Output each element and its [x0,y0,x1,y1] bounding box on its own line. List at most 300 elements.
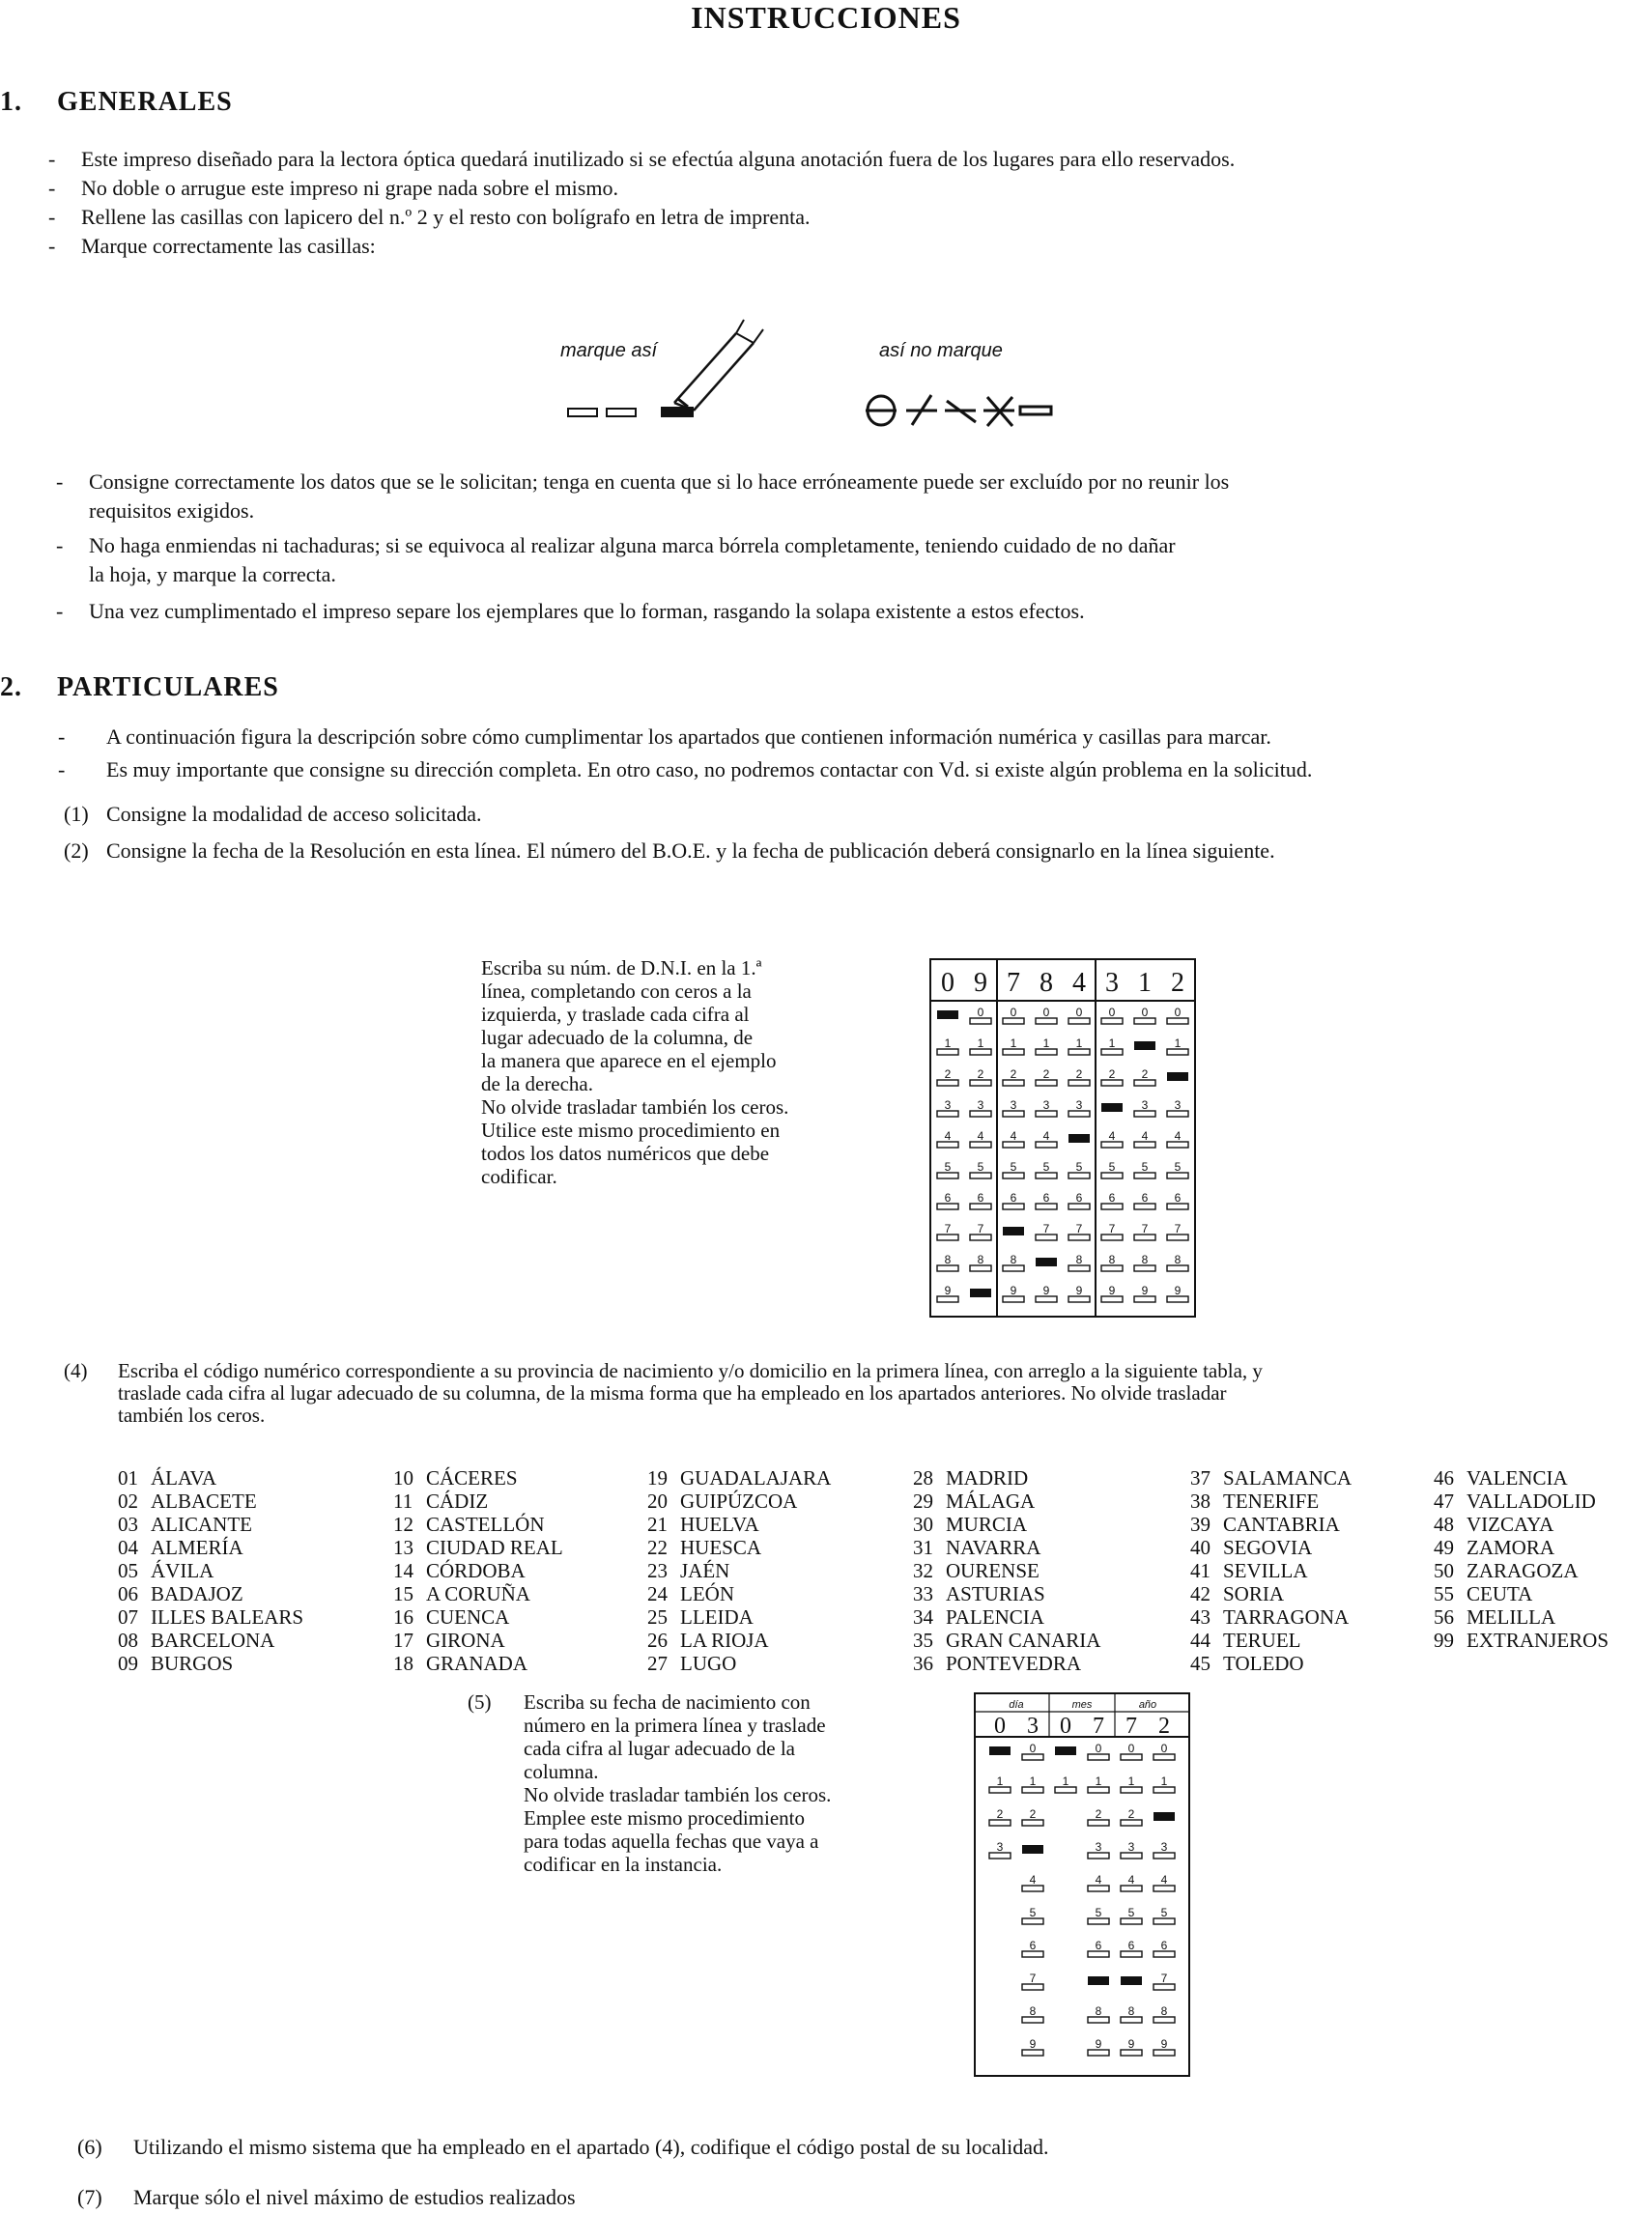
province-code: 17 [393,1629,413,1652]
province-name: GIRONA [426,1629,505,1652]
province-entry [1434,1629,1609,1652]
province-name: GRAN CANARIA [946,1629,1101,1652]
bubble-digit: 1 [1042,1036,1050,1050]
province-name: ILLES BALEARS [151,1605,304,1629]
bubble-digit: 5 [1075,1160,1083,1174]
bubble-digit: 9 [1127,2037,1135,2051]
bubble-digit: 1 [1160,1774,1168,1788]
province-code: 32 [913,1559,933,1582]
bubble-digit: 6 [1160,1939,1168,1952]
bubble-digit: 7 [1108,1222,1116,1235]
bubble-digit: 3 [1141,1098,1149,1112]
s1-bullet2-1: - Consigne correctamente los datos que se le solicitan; tenga en cuenta que si lo hace erróneamente puede ser excluído por no reunir los [56,469,1230,494]
province-entry [118,1513,303,1536]
province-entry [1434,1559,1609,1582]
bubble-digit: 7 [944,1222,952,1235]
bubble-digit: 5 [1029,1906,1037,1919]
dni-digit: 0 [941,968,954,998]
filled-mark [1167,1072,1188,1081]
province-name: LUGO [680,1652,737,1675]
province-entry [393,1652,563,1675]
filled-mark [1088,1976,1109,1985]
province-name: HUELVA [680,1513,759,1536]
province-code: 45 [1190,1652,1211,1675]
province-name: ZARAGOZA [1467,1559,1579,1582]
s2-item-5: (5) Escriba su fecha de nacimiento con número en la primera línea y traslade cada cifra al lugar adecuado de la columna. No olvide trasladar también los ceros. Emplee este mismo procedimiento para todas aquella fechas que vaya a codificar en la instancia. [468,1690,832,1876]
s1-bullet-3: - Rellene las casillas con lapicero del n.º 2 y el resto con bolígrafo en letra de imprenta. [48,205,811,229]
bubble-digit: 2 [1010,1067,1017,1081]
province-code: 09 [118,1652,138,1675]
province-code: 01 [118,1466,138,1490]
date-digit: 2 [1158,1714,1170,1739]
province-name: BARCELONA [151,1629,275,1652]
filled-mark [1036,1258,1057,1266]
bubble-digit: 6 [944,1191,952,1205]
province-name: ÁLAVA [151,1466,217,1490]
province-entry [393,1629,563,1652]
province-entry [118,1466,303,1490]
province-code: 48 [1434,1513,1454,1536]
bubble-digit: 4 [1095,1873,1102,1887]
province-name: VIZCAYA [1467,1513,1554,1536]
bubble-digit: 1 [977,1036,984,1050]
bubble-digit: 4 [1141,1129,1149,1143]
province-name: ALBACETE [151,1490,257,1513]
province-name: MADRID [946,1466,1029,1490]
bubble-digit: 9 [1095,2037,1102,2051]
province-column [393,1466,563,1675]
province-entry [118,1559,303,1582]
bubble-digit: 4 [1042,1129,1050,1143]
province-code: 50 [1434,1559,1454,1582]
province-code: 38 [1190,1490,1211,1513]
province-code: 40 [1190,1536,1211,1559]
province-column [1434,1466,1609,1652]
bubble-digit: 9 [944,1284,952,1297]
province-code: 99 [1434,1629,1454,1652]
province-entry [647,1466,831,1490]
province-entry [118,1536,303,1559]
bubble-digit: 0 [1075,1006,1083,1019]
dni-instructions: Escriba su núm. de D.N.I. en la 1.ª línea, completando con ceros a la izquierda, y traslade cada cifra al lugar adecuado de la columna, de la manera que aparece en el ejemplo de la derecha. No olvide trasladar también los ceros. Utilice este mismo procedimiento en todos los datos numéricos que debe codificar. [481,956,789,1188]
province-code: 16 [393,1605,413,1629]
province-name: CÓRDOBA [426,1559,526,1582]
province-entry [647,1513,831,1536]
s2-item-1: (1) Consigne la modalidad de acceso solicitada. [64,802,482,826]
bubble-digit: 2 [1127,1807,1135,1821]
province-name: LEÓN [680,1582,734,1605]
bubble-digit: 4 [1160,1873,1168,1887]
province-entry [118,1629,303,1652]
bubble-digit: 3 [1127,1840,1135,1854]
bubble-digit: 9 [1174,1284,1182,1297]
bubble-digit: 7 [1141,1222,1149,1235]
bubble-digit: 5 [1108,1160,1116,1174]
dni-digit: 1 [1138,968,1152,998]
province-code: 21 [647,1513,668,1536]
province-entry [647,1652,831,1675]
bubble-digit: 0 [1141,1006,1149,1019]
s1-bullet2-2: - No haga enmiendas ni tachaduras; si se equivoca al realizar alguna marca bórrela completamente, teniendo cuidado de no dañar [56,533,1176,557]
province-entry [118,1582,303,1605]
section2-title: PARTICULARES [57,672,279,702]
bubble-digit: 7 [977,1222,984,1235]
bubble-digit: 6 [1127,1939,1135,1952]
bubble-digit: 8 [1108,1253,1116,1266]
bubble-digit: 2 [944,1067,952,1081]
bubble-digit: 6 [1010,1191,1017,1205]
bubble-digit: 3 [1160,1840,1168,1854]
province-entry [1190,1466,1352,1490]
province-name: SALAMANCA [1223,1466,1353,1490]
filled-mark [1003,1227,1024,1235]
province-code: 13 [393,1536,413,1559]
s1-bullet2-1-cont: requisitos exigidos. [89,498,255,523]
province-code: 31 [913,1536,933,1559]
province-entry [1434,1536,1609,1559]
bubble-digit: 9 [1160,2037,1168,2051]
province-name: LLEIDA [680,1605,754,1629]
province-code: 28 [913,1466,933,1490]
bubble-digit: 9 [1042,1284,1050,1297]
pencil-icon [674,320,763,411]
bubble-digit: 5 [1160,1906,1168,1919]
province-code: 05 [118,1559,138,1582]
bubble-digit: 2 [1075,1067,1083,1081]
province-entry [1434,1466,1609,1490]
province-code: 22 [647,1536,668,1559]
province-entry [913,1490,1100,1513]
bubble-digit: 4 [1127,1873,1135,1887]
province-code: 08 [118,1629,138,1652]
province-entry [393,1536,563,1559]
dni-digit: 9 [974,968,987,998]
section2-number: 2. [0,672,22,702]
province-entry [647,1536,831,1559]
bubble-digit: 7 [1029,1972,1037,1985]
bubble-digit: 6 [1108,1191,1116,1205]
province-code: 33 [913,1582,933,1605]
province-name: TERUEL [1223,1629,1301,1652]
province-name: PONTEVEDRA [946,1652,1081,1675]
bubble-digit: 0 [1127,1742,1135,1755]
province-entry [1190,1605,1352,1629]
bubble-digit: 4 [977,1129,984,1143]
mark-example-illustration [560,314,1101,430]
s2-item-6: (6) Utilizando el mismo sistema que ha empleado en el apartado (4), codifique el código postal de su localidad. [77,2135,1049,2159]
bubble-digit: 3 [996,1840,1004,1854]
province-entry [393,1466,563,1490]
province-name: SORIA [1223,1582,1285,1605]
bubble-digit: 8 [1160,2004,1168,2018]
filled-mark [937,1010,958,1019]
bubble-digit: 6 [977,1191,984,1205]
province-entry [1190,1559,1352,1582]
province-name: ÁVILA [151,1559,214,1582]
s1-bullet2-2-cont: la hoja, y marque la correcta. [89,562,336,586]
province-code: 12 [393,1513,413,1536]
province-entry [1190,1513,1352,1536]
province-entry [1190,1629,1352,1652]
province-code: 11 [393,1490,413,1513]
date-digit: 0 [1060,1714,1071,1739]
bubble-digit: 4 [944,1129,952,1143]
province-name: CÁDIZ [426,1490,489,1513]
bubble-digit: 5 [1174,1160,1182,1174]
date-grid [974,1692,1215,2093]
province-name: CASTELLÓN [426,1513,545,1536]
s2-bullet-1: - A continuación figura la descripción sobre cómo cumplimentar los apartados que contienen información numérica y casillas para marcar. [58,724,1271,749]
grid-border [930,959,1195,1317]
province-name: ALMERÍA [151,1536,243,1559]
province-entry [647,1582,831,1605]
bubble-digit: 5 [1010,1160,1017,1174]
bubble-digit: 8 [1127,2004,1135,2018]
province-name: TARRAGONA [1223,1605,1350,1629]
dni-digit: 7 [1007,968,1020,998]
province-code: 27 [647,1652,668,1675]
province-entry [913,1466,1100,1490]
dni-digit: 4 [1072,968,1086,998]
bubble-digit: 0 [1174,1006,1182,1019]
province-name: NAVARRA [946,1536,1041,1559]
province-code: 06 [118,1582,138,1605]
filled-mark [989,1746,1011,1755]
province-code: 26 [647,1629,668,1652]
province-code: 10 [393,1466,413,1490]
s1-bullet-4: - Marque correctamente las casillas: [48,234,376,258]
province-name: MURCIA [946,1513,1028,1536]
province-name: SEGOVIA [1223,1536,1313,1559]
bubble-digit: 9 [1108,1284,1116,1297]
bubble-digit: 2 [1108,1067,1116,1081]
filled-mark [970,1289,991,1297]
province-code: 43 [1190,1605,1211,1629]
date-digit: 0 [994,1714,1006,1739]
bubble-digit: 1 [1174,1036,1182,1050]
dni-digit: 2 [1171,968,1184,998]
bubble-digit: 8 [1075,1253,1083,1266]
bubble-digit: 6 [1075,1191,1083,1205]
s1-bullet2-3: - Una vez cumplimentado el impreso separe los ejemplares que lo forman, rasgando la solapa existente a estos efectos. [56,599,1085,623]
province-name: CÁCERES [426,1466,518,1490]
bubble-digit: 2 [977,1067,984,1081]
bubble-digit: 0 [1108,1006,1116,1019]
provinces-table [118,1466,1644,1679]
province-code: 29 [913,1490,933,1513]
wrong-marks-icon [866,395,1051,426]
filled-mark [1055,1746,1076,1755]
bubble-digit: 1 [996,1774,1004,1788]
section1-number: 1. [0,87,22,117]
province-code: 02 [118,1490,138,1513]
province-code: 37 [1190,1466,1211,1490]
s2-item-7: (7) Marque sólo el nivel máximo de estudios realizados [77,2185,576,2209]
province-code: 35 [913,1629,933,1652]
province-entry [118,1605,303,1629]
province-column [913,1466,1100,1675]
province-name: TENERIFE [1223,1490,1320,1513]
province-entry [913,1629,1100,1652]
bubble-digit: 8 [944,1253,952,1266]
bubble-digit: 8 [1141,1253,1149,1266]
filled-mark [1022,1845,1043,1854]
section2-heading [0,672,279,703]
province-entry [1434,1513,1609,1536]
province-entry [118,1652,303,1675]
province-code: 55 [1434,1582,1454,1605]
province-name: SEVILLA [1223,1559,1308,1582]
bubble-digit: 3 [977,1098,984,1112]
province-code: 34 [913,1605,933,1629]
province-code: 15 [393,1582,413,1605]
bubble-digit: 3 [944,1098,952,1112]
province-entry [913,1536,1100,1559]
province-entry [647,1559,831,1582]
page-title: INSTRUCCIONES [691,0,961,35]
province-code: 49 [1434,1536,1454,1559]
bubble-digit: 7 [1042,1222,1050,1235]
bubble-digit: 9 [1141,1284,1149,1297]
province-name: EXTRANJEROS [1467,1629,1609,1652]
province-name: ALICANTE [151,1513,252,1536]
province-entry [913,1513,1100,1536]
province-code: 56 [1434,1605,1454,1629]
province-code: 03 [118,1513,138,1536]
province-code: 14 [393,1559,413,1582]
bubble-digit: 4 [1174,1129,1182,1143]
date-header: mes [1071,1699,1093,1711]
province-name: CANTABRIA [1223,1513,1340,1536]
bubble-digit: 9 [1010,1284,1017,1297]
bubble-digit: 2 [996,1807,1004,1821]
bubble-digit: 5 [1127,1906,1135,1919]
province-name: CEUTA [1467,1582,1533,1605]
province-entry [913,1605,1100,1629]
bubble-digit: 8 [1029,2004,1037,2018]
bubble-digit: 5 [1141,1160,1149,1174]
bubble-digit: 1 [944,1036,952,1050]
province-code: 39 [1190,1513,1211,1536]
province-name: MELILLA [1467,1605,1556,1629]
bubble-digit: 1 [1095,1774,1102,1788]
bubble-digit: 0 [1029,1742,1037,1755]
bubble-digit: 3 [1174,1098,1182,1112]
s2-item-2: (2) Consigne la fecha de la Resolución en esta línea. El número del B.O.E. y la fecha de publicación deberá consignarlo en la línea siguiente. [64,838,1275,863]
bubble-digit: 5 [944,1160,952,1174]
province-entry [913,1559,1100,1582]
mark-ok-label: marque así [560,340,658,361]
bubble-digit: 7 [1160,1972,1168,1985]
province-code: 36 [913,1652,933,1675]
bubble-digit: 2 [1141,1067,1149,1081]
province-name: GUIPÚZCOA [680,1490,798,1513]
bubble-digit: 0 [1160,1742,1168,1755]
province-name: VALLADOLID [1467,1490,1596,1513]
province-name: CUENCA [426,1605,510,1629]
section1-title: GENERALES [57,87,233,117]
province-name: ASTURIAS [946,1582,1045,1605]
province-code: 24 [647,1582,668,1605]
date-header: año [1138,1699,1157,1711]
bubble-digit: 5 [1042,1160,1050,1174]
province-code: 41 [1190,1559,1211,1582]
section1-heading [0,87,233,118]
province-entry [393,1490,563,1513]
bubble-digit: 8 [977,1253,984,1266]
province-column [647,1466,831,1675]
province-entry [913,1652,1100,1675]
date-digit: 7 [1093,1714,1104,1739]
bubble-digit: 0 [1042,1006,1050,1019]
filled-mark [1068,1134,1090,1143]
bubble-digit: 1 [1075,1036,1083,1050]
province-entry [1190,1536,1352,1559]
province-name: PALENCIA [946,1605,1044,1629]
bubble-digit: 6 [1141,1191,1149,1205]
province-entry [1190,1582,1352,1605]
province-name: GUADALAJARA [680,1466,832,1490]
s1-bullet-1: - Este impreso diseñado para la lectora óptica quedará inutilizado si se efectúa alguna anotación fuera de los lugares para ello reservados. [48,147,1236,171]
filled-mark [1134,1041,1155,1050]
bubble-digit: 5 [1095,1906,1102,1919]
province-name: A CORUÑA [426,1582,530,1605]
province-name: HUESCA [680,1536,762,1559]
bubble-digit: 1 [1108,1036,1116,1050]
province-name: OURENSE [946,1559,1040,1582]
s1-bullet-2: - No doble o arrugue este impreso ni grape nada sobre el mismo. [48,176,618,200]
bubble-digit: 6 [1095,1939,1102,1952]
bubble-digit: 2 [1042,1067,1050,1081]
bubble-digit: 2 [1095,1807,1102,1821]
province-code: 19 [647,1466,668,1490]
province-name: BURGOS [151,1652,234,1675]
province-code: 18 [393,1652,413,1675]
mark-bad-label: así no marque [879,340,1003,361]
date-header: día [1009,1699,1024,1711]
province-code: 25 [647,1605,668,1629]
province-code: 47 [1434,1490,1454,1513]
province-entry [1434,1605,1609,1629]
filled-mark [1101,1103,1123,1112]
dni-digit: 8 [1040,968,1053,998]
province-code: 04 [118,1536,138,1559]
province-entry [913,1582,1100,1605]
dni-grid [929,958,1229,1320]
province-code: 07 [118,1605,138,1629]
bubble-digit: 9 [1029,2037,1037,2051]
province-name: GRANADA [426,1652,527,1675]
province-entry [647,1629,831,1652]
province-code: 42 [1190,1582,1211,1605]
bubble-digit: 5 [977,1160,984,1174]
bubble-digit: 2 [1029,1807,1037,1821]
province-name: CIUDAD REAL [426,1536,563,1559]
province-column [1190,1466,1352,1675]
bubble-digit: 0 [977,1006,984,1019]
filled-mark [1154,1812,1175,1821]
province-code: 30 [913,1513,933,1536]
province-name: MÁLAGA [946,1490,1036,1513]
dni-digit: 3 [1105,968,1119,998]
bubble-digit: 8 [1174,1253,1182,1266]
bubble-digit: 8 [1010,1253,1017,1266]
province-name: LA RIOJA [680,1629,769,1652]
bubble-digit: 4 [1108,1129,1116,1143]
bubble-digit: 1 [1029,1774,1037,1788]
province-name: TOLEDO [1223,1652,1304,1675]
province-code: 44 [1190,1629,1211,1652]
